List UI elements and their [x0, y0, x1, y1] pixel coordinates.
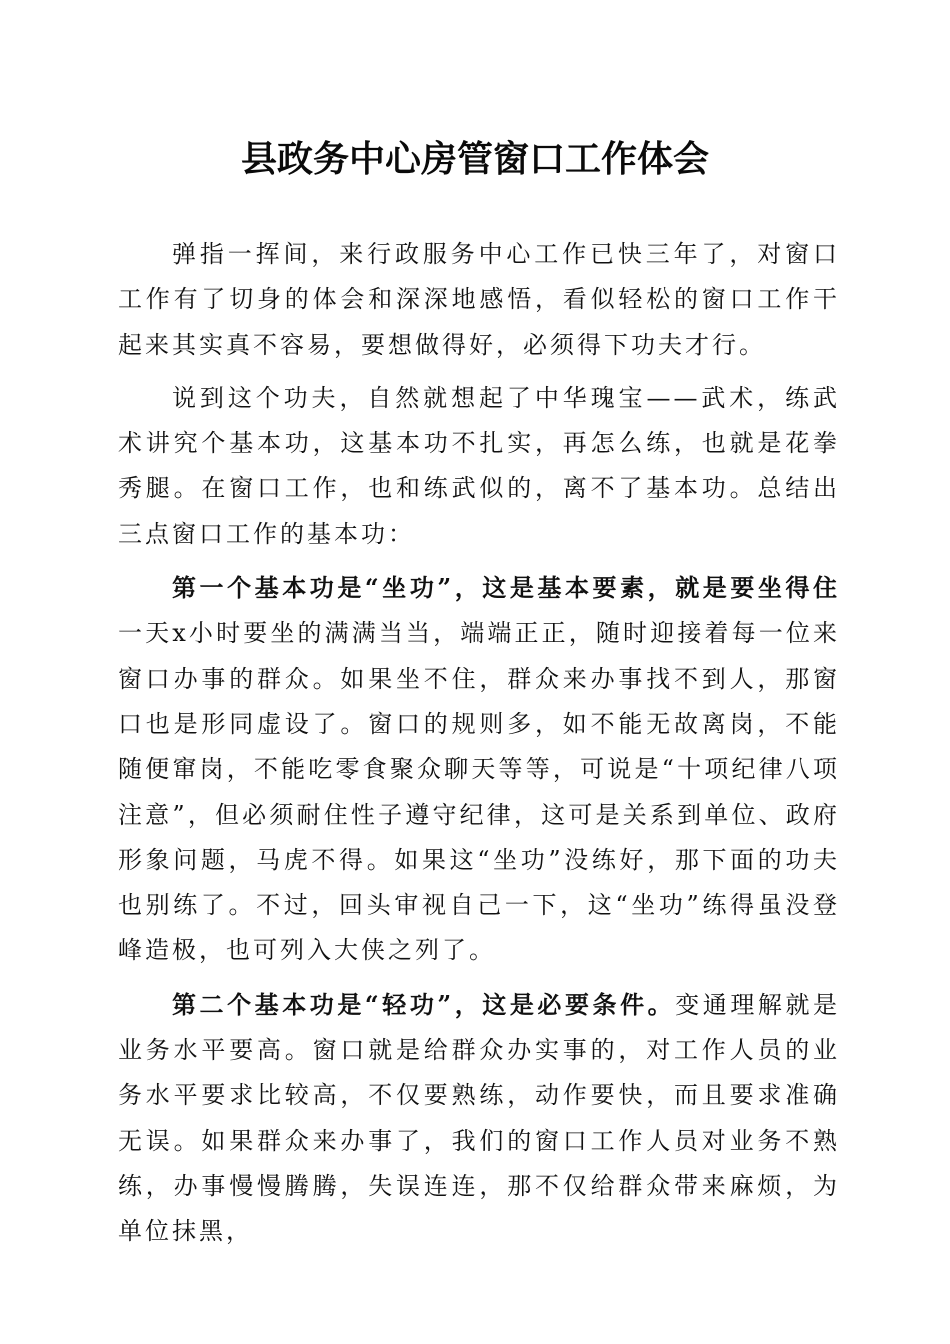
paragraph-lead: 第一个基本功是“坐功”，这是基本要素，就是要坐得住: [172, 573, 840, 603]
paragraph-text: 说到这个功夫，自然就想起了中华瑰宝——武术，练武术讲究个基本功，这基本功不扎实，再怎么练，也就是花拳秀腿。在窗口工作，也和练武似的，离不了基本功。总结出三点窗口工作的基本功：: [118, 383, 840, 548]
paragraph-lead: 第二个基本功是“轻功”，这是必要条件。: [172, 989, 676, 1019]
document-body: [118, 232, 840, 1255]
paragraph-text: 弹指一挥间，来行政服务中心工作已快三年了，对窗口工作有了切身的体会和深深地感悟，看似轻松的窗口工作干起来其实真不容易，要想做得好，必须得下功夫才行。: [118, 240, 840, 359]
paragraph-sitting-skill: [118, 565, 840, 974]
paragraph-light-skill: [118, 982, 840, 1255]
paragraph-text: 变通理解就是业务水平要高。窗口就是给群众办实事的，对工作人员的业务水平要求比较高，不仅要熟练，动作要快，而且要求准确无误。如果群众来办事了，我们的窗口工作人员对业务不熟练，办事慢慢腾腾，失误连连，那不仅给群众带来麻烦，为单位抹黑，: [118, 990, 841, 1246]
paragraph-text: 一天x小时要坐的满满当当，端端正正，随时迎接着每一位来窗口办事的群众。如果坐不住，群众来办事找不到人，那窗口也是形同虚设了。窗口的规则多，如不能无故离岗，不能随便窜岗，不能吃零食聚众聊天等等，可说是“十项纪律八项注意”，但必须耐住性子遵守纪律，这可是关系到单位、政府形象问题，马虎不得。如果这“坐功”没练好，那下面的功夫也别练了。不过，回头审视自己一下，这“坐功”练得虽没登峰造极，也可列入大侠之列了。: [118, 619, 840, 965]
paragraph-intro: [118, 232, 840, 368]
document-title: 县政务中心房管窗口工作体会: [240, 138, 709, 180]
paragraph-martial-arts: [118, 376, 840, 557]
